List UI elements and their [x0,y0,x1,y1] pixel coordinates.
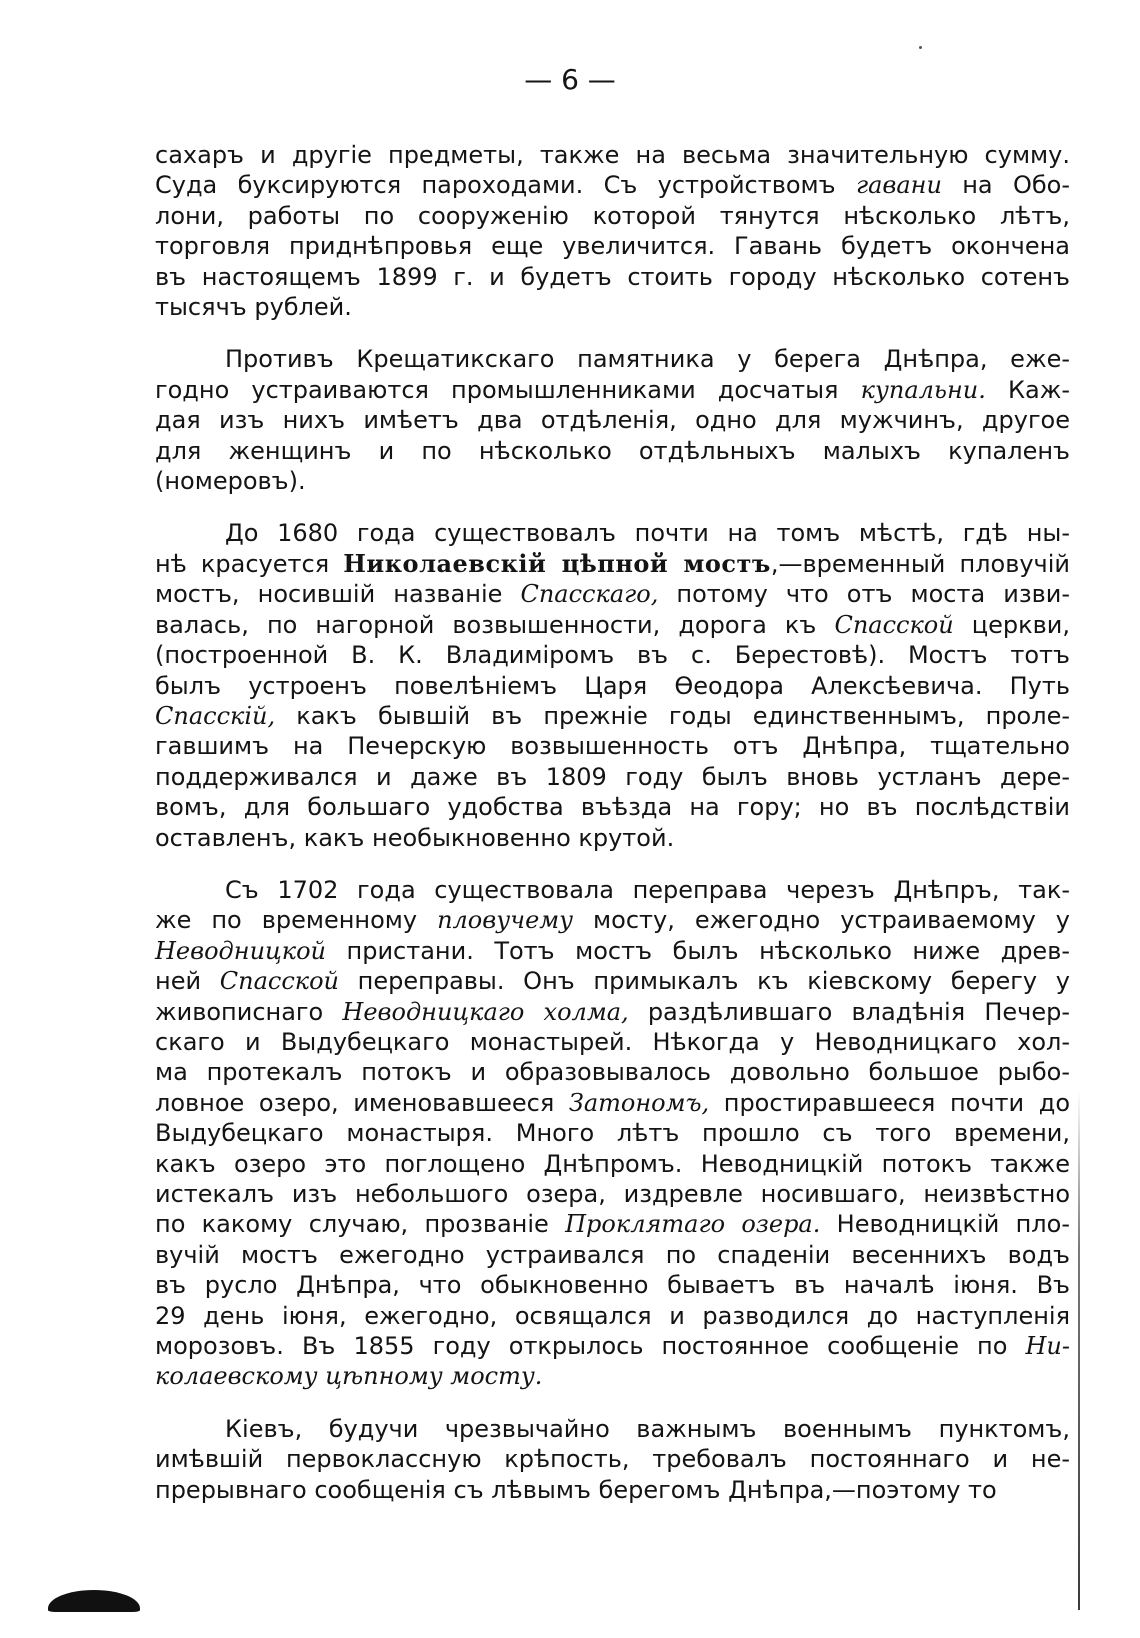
italic-term: гавани [855,171,942,200]
text-line [155,405,1070,435]
paragraph [155,518,1070,852]
italic-term: Неводницкой [155,936,327,965]
text-run: прерывнаго сообщенія съ лѣвымъ берегомъ Днѣпра,—поэтому то [155,1475,997,1504]
text-line [155,436,1070,466]
text-run: имѣвшій первоклассную крѣпость, требовалъ постояннаго и не- [155,1445,1070,1474]
text-run: тысячъ рублей. [155,293,352,322]
italic-term: Спасскій, [155,701,276,730]
text-line [155,1270,1070,1300]
paragraph [155,1414,1070,1505]
italic-term: купальни. [860,375,986,404]
text-line [155,170,1070,200]
text-run: простиравшееся почти до [709,1088,1070,1117]
text-line [155,1240,1070,1270]
text-run: дая изъ нихъ имѣетъ два отдѣленія, одно для мужчинъ, другое [155,406,1070,435]
italic-term: Спасской [834,610,954,639]
text-line [155,1331,1070,1361]
text-line [155,1209,1070,1239]
text-line [155,875,1070,905]
text-run: потому что отъ моста изви- [658,580,1070,609]
text-line [155,466,1070,496]
text-run: ма протекалъ потокъ и образовывалось довольно большое рыбо- [155,1058,1070,1087]
text-line [155,579,1070,609]
text-run: мостъ, носившій названіе [155,580,521,609]
text-run: 29 день іюня, ежегодно, освящался и разводился до наступленія [155,1301,1070,1330]
text-line [155,262,1070,292]
text-line [155,701,1070,731]
text-line [155,1149,1070,1179]
text-run: какъ бывшій въ прежніе годы единственнымъ, проле- [275,701,1070,730]
text-run: въ настоящемъ 1899 г. и будетъ стоить городу нѣсколько сотенъ [155,262,1070,291]
text-run: для женщинъ и по нѣсколько отдѣльныхъ малыхъ купаленъ [155,436,1070,465]
text-line [155,640,1070,670]
text-run: вомъ, для большаго удобства въѣзда на гору; но въ послѣдствіи [155,793,1070,822]
italic-term: Ни- [1025,1332,1070,1361]
text-line [155,1027,1070,1057]
text-run: нѣ красуется [155,549,344,578]
italic-term: колаевскому цѣпному мосту. [155,1362,543,1391]
text-run: по какому случаю, прозваніе [155,1210,566,1239]
italic-term: Неводницкаго холма, [342,997,629,1026]
text-line [155,1179,1070,1209]
text-run: (построенной В. К. Владиміромъ въ с. Берестовѣ). Мостъ тотъ [155,641,1070,670]
text-run: гавшимъ на Печерскую возвышенность отъ Днѣпра, тщательно [155,732,1070,761]
italic-term: пловучему [437,906,574,935]
paragraph [155,140,1070,322]
text-run: скаго и Выдубецкаго монастырей. Нѣкогда у Неводницкаго хол- [155,1027,1070,1056]
text-run: Противъ Крещатикскаго памятника у берега Днѣпра, еже- [225,345,1070,374]
scan-artifact-blob [48,1590,140,1612]
text-line [155,375,1070,405]
italic-term: Спасскаго, [520,580,659,609]
text-run: морозовъ. Въ 1855 году открылось постоянное сообщеніе по [155,1332,1026,1361]
text-run: ней [155,967,220,996]
text-run: Кіевъ, будучи чрезвычайно важнымъ военнымъ пунктомъ, [225,1414,1070,1443]
text-line [155,731,1070,761]
text-line [155,1301,1070,1331]
text-line [155,966,1070,996]
text-line [155,549,1070,579]
text-run: истекалъ изъ небольшого озера, издревле носившаго, неизвѣстно [155,1180,1070,1208]
bold-term: Николаевскій цѣпной мостъ [343,548,771,578]
text-run: пристани. Тотъ мостъ былъ нѣсколько ниже древ- [326,936,1070,965]
text-run: оставленъ, какъ необыкновенно крутой. [155,823,675,852]
text-run: же по временному [155,906,438,935]
text-run: Каж- [985,375,1071,404]
text-run: ловное озеро, именовавшееся [155,1088,569,1117]
text-run: Суда буксируются пароходами. Съ устройствомъ [155,171,856,200]
text-run: переправы. Онъ примыкалъ къ кіевскому берегу у [339,967,1071,996]
text-line [155,518,1070,548]
text-run: церкви, [953,610,1070,639]
text-run: ,—временный пловучій [770,549,1070,578]
text-line [155,1088,1070,1118]
text-run: на Обо- [941,171,1070,200]
text-run: Неводницкій пло- [820,1210,1070,1239]
paragraph [155,344,1070,496]
text-run: поддерживался и даже въ 1809 году былъ вновь устланъ дере- [155,762,1070,791]
text-run: живописнаго [155,997,343,1026]
text-line [155,823,1070,853]
text-run: Съ 1702 года существовала переправа черезъ Днѣпръ, так- [225,875,1070,904]
text-run: До 1680 года существовалъ почти на томъ мѣстѣ, гдѣ ны- [225,519,1070,548]
text-run: лони, работы по сооруженію которой тянутся нѣсколько лѣтъ, [155,201,1070,230]
text-line [155,140,1070,170]
text-run: (номеровъ). [155,467,306,496]
text-line [155,231,1070,261]
text-run: вучій мостъ ежегодно устраивался по спаденіи весеннихъ водъ [155,1240,1070,1269]
italic-term: Затономъ, [568,1088,710,1117]
text-line [155,1444,1070,1474]
italic-term: Спасской [219,967,339,996]
paragraph [155,875,1070,1392]
text-run: сахаръ и другіе предметы, также на весьма значительную сумму. [155,141,1070,169]
scan-speck [919,46,922,49]
page-number: — 6 — [524,63,616,96]
text-line [155,344,1070,374]
italic-term: Проклятаго озера. [565,1210,821,1239]
text-line [155,1057,1070,1087]
text-run: Выдубецкаго монастыря. Много лѣтъ прошло съ того времени, [155,1119,1070,1148]
scan-edge-shadow [1078,1090,1080,1610]
text-line [155,997,1070,1027]
text-line [155,936,1070,966]
text-line [155,610,1070,640]
text-run: торговля приднѣпровья еще увеличится. Гавань будетъ окончена [155,232,1070,261]
text-run: годно устраиваются промышленниками досчатыя [155,375,861,404]
text-line [155,762,1070,792]
text-line [155,671,1070,701]
text-line [155,905,1070,935]
text-line [155,792,1070,822]
text-line [155,292,1070,322]
text-run: валась, по нагорной возвышенности, дорога къ [155,610,835,639]
text-run: въ русло Днѣпра, что обыкновенно бываетъ въ началѣ іюня. Въ [155,1271,1070,1300]
body-text [155,140,1070,1527]
text-line [155,201,1070,231]
text-run: какъ озеро это поглощено Днѣпромъ. Неводницкій потокъ также [155,1149,1070,1178]
text-run: раздѣлившаго владѣнія Печер- [628,997,1070,1026]
text-line [155,1414,1070,1444]
text-line [155,1475,1070,1505]
text-line [155,1118,1070,1148]
text-run: мосту, ежегодно устраиваемому у [573,906,1071,935]
text-line [155,1361,1070,1391]
text-run: былъ устроенъ повелѣніемъ Царя Ѳеодора Алексѣевича. Путь [155,671,1070,700]
